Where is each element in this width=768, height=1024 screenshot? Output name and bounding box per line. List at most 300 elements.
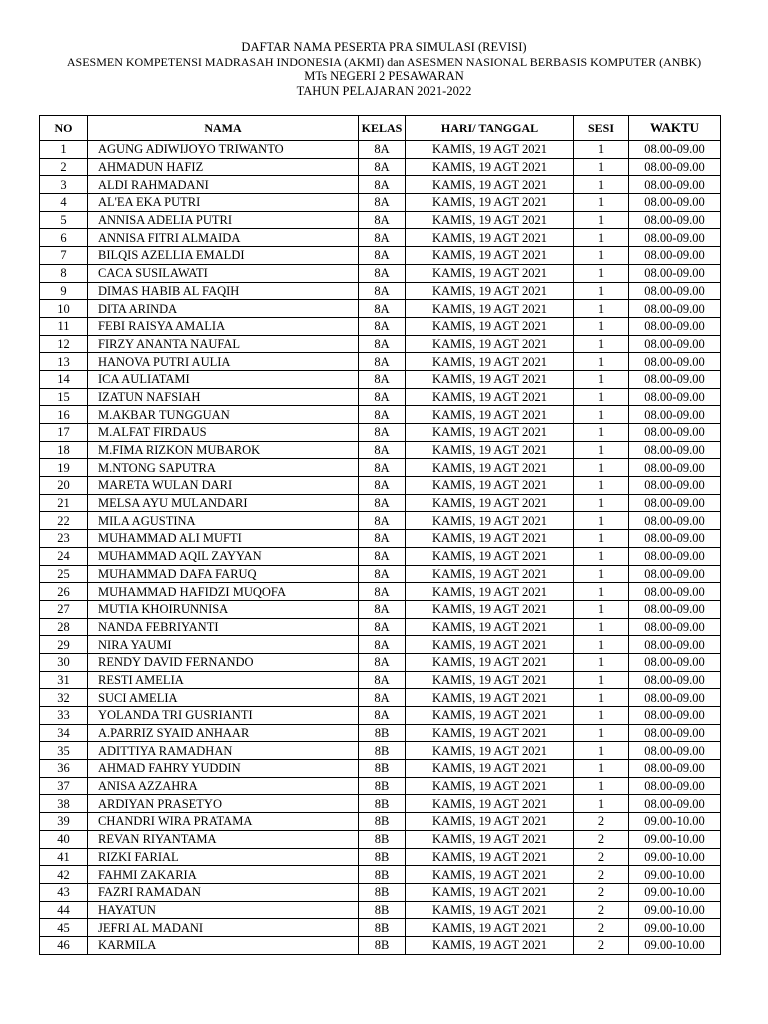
cell-waktu: 08.00-09.00 <box>629 547 721 565</box>
document-subtitle: ASESMEN KOMPETENSI MADRASAH INDONESIA (AKMI) dan ASESMEN NASIONAL BERBASIS KOMPUTER (ANBK) <box>66 54 702 69</box>
cell-hari-tanggal: KAMIS, 19 AGT 2021 <box>406 441 574 459</box>
table-row <box>40 158 721 176</box>
table-row <box>40 441 721 459</box>
cell-no: 22 <box>40 512 88 530</box>
cell-hari-tanggal: KAMIS, 19 AGT 2021 <box>406 282 574 300</box>
cell-no: 26 <box>40 583 88 601</box>
cell-hari-tanggal: KAMIS, 19 AGT 2021 <box>406 901 574 919</box>
cell-no: 30 <box>40 653 88 671</box>
cell-sesi: 2 <box>574 866 629 884</box>
cell-hari-tanggal: KAMIS, 19 AGT 2021 <box>406 795 574 813</box>
cell-no: 24 <box>40 547 88 565</box>
table-row <box>40 724 721 742</box>
table-row <box>40 141 721 159</box>
cell-nama: YOLANDA TRI GUSRIANTI <box>88 707 359 725</box>
cell-nama: ANISA AZZAHRA <box>88 777 359 795</box>
cell-hari-tanggal: KAMIS, 19 AGT 2021 <box>406 919 574 937</box>
cell-waktu: 09.00-10.00 <box>629 901 721 919</box>
cell-sesi: 1 <box>574 158 629 176</box>
cell-no: 13 <box>40 353 88 371</box>
cell-kelas: 8A <box>359 335 406 353</box>
cell-no: 42 <box>40 866 88 884</box>
cell-waktu: 08.00-09.00 <box>629 317 721 335</box>
cell-waktu: 09.00-10.00 <box>629 830 721 848</box>
cell-no: 9 <box>40 282 88 300</box>
cell-kelas: 8A <box>359 370 406 388</box>
table-row <box>40 211 721 229</box>
cell-nama: IZATUN NAFSIAH <box>88 388 359 406</box>
cell-no: 6 <box>40 229 88 247</box>
cell-nama: CACA SUSILAWATI <box>88 264 359 282</box>
cell-sesi: 1 <box>574 194 629 212</box>
cell-hari-tanggal: KAMIS, 19 AGT 2021 <box>406 883 574 901</box>
cell-sesi: 2 <box>574 936 629 954</box>
table-header-row <box>40 116 721 141</box>
cell-sesi: 1 <box>574 565 629 583</box>
cell-hari-tanggal: KAMIS, 19 AGT 2021 <box>406 247 574 265</box>
cell-no: 20 <box>40 477 88 495</box>
cell-hari-tanggal: KAMIS, 19 AGT 2021 <box>406 830 574 848</box>
cell-nama: HAYATUN <box>88 901 359 919</box>
table-row <box>40 406 721 424</box>
cell-sesi: 1 <box>574 370 629 388</box>
cell-nama: AL'EA EKA PUTRI <box>88 194 359 212</box>
cell-no: 4 <box>40 194 88 212</box>
cell-sesi: 2 <box>574 919 629 937</box>
cell-waktu: 08.00-09.00 <box>629 229 721 247</box>
cell-sesi: 1 <box>574 777 629 795</box>
table-row <box>40 671 721 689</box>
school-name: MTs NEGERI 2 PESAWARAN <box>304 69 464 83</box>
cell-hari-tanggal: KAMIS, 19 AGT 2021 <box>406 530 574 548</box>
cell-hari-tanggal: KAMIS, 19 AGT 2021 <box>406 565 574 583</box>
table-row <box>40 264 721 282</box>
cell-waktu: 08.00-09.00 <box>629 370 721 388</box>
cell-waktu: 08.00-09.00 <box>629 300 721 318</box>
cell-nama: MUHAMMAD HAFIDZI MUQOFA <box>88 583 359 601</box>
cell-sesi: 1 <box>574 477 629 495</box>
cell-hari-tanggal: KAMIS, 19 AGT 2021 <box>406 317 574 335</box>
cell-no: 19 <box>40 459 88 477</box>
cell-kelas: 8B <box>359 901 406 919</box>
table-row <box>40 689 721 707</box>
cell-sesi: 2 <box>574 901 629 919</box>
cell-waktu: 08.00-09.00 <box>629 424 721 442</box>
cell-nama: M.AKBAR TUNGGUAN <box>88 406 359 424</box>
table-row <box>40 176 721 194</box>
cell-sesi: 1 <box>574 742 629 760</box>
cell-kelas: 8A <box>359 565 406 583</box>
table-row <box>40 919 721 937</box>
cell-hari-tanggal: KAMIS, 19 AGT 2021 <box>406 229 574 247</box>
cell-no: 3 <box>40 176 88 194</box>
cell-hari-tanggal: KAMIS, 19 AGT 2021 <box>406 618 574 636</box>
cell-nama: ANNISA FITRI ALMAIDA <box>88 229 359 247</box>
cell-no: 39 <box>40 813 88 831</box>
cell-hari-tanggal: KAMIS, 19 AGT 2021 <box>406 760 574 778</box>
cell-kelas: 8A <box>359 141 406 159</box>
cell-waktu: 08.00-09.00 <box>629 583 721 601</box>
cell-no: 31 <box>40 671 88 689</box>
cell-nama: M.ALFAT FIRDAUS <box>88 424 359 442</box>
col-header-nama: NAMA <box>88 116 359 141</box>
cell-no: 10 <box>40 300 88 318</box>
cell-nama: MILA AGUSTINA <box>88 512 359 530</box>
cell-waktu: 08.00-09.00 <box>629 459 721 477</box>
cell-sesi: 2 <box>574 813 629 831</box>
cell-sesi: 1 <box>574 512 629 530</box>
cell-no: 7 <box>40 247 88 265</box>
cell-sesi: 1 <box>574 300 629 318</box>
table-row <box>40 547 721 565</box>
cell-kelas: 8A <box>359 264 406 282</box>
cell-sesi: 1 <box>574 618 629 636</box>
cell-kelas: 8B <box>359 813 406 831</box>
cell-kelas: 8A <box>359 424 406 442</box>
cell-hari-tanggal: KAMIS, 19 AGT 2021 <box>406 936 574 954</box>
cell-hari-tanggal: KAMIS, 19 AGT 2021 <box>406 158 574 176</box>
cell-kelas: 8A <box>359 636 406 654</box>
cell-waktu: 08.00-09.00 <box>629 512 721 530</box>
cell-hari-tanggal: KAMIS, 19 AGT 2021 <box>406 689 574 707</box>
cell-nama: AHMADUN HAFIZ <box>88 158 359 176</box>
cell-nama: RIZKI FARIAL <box>88 848 359 866</box>
cell-waktu: 09.00-10.00 <box>629 883 721 901</box>
table-row <box>40 653 721 671</box>
table-row <box>40 618 721 636</box>
cell-kelas: 8A <box>359 600 406 618</box>
table-row <box>40 335 721 353</box>
cell-no: 46 <box>40 936 88 954</box>
cell-waktu: 08.00-09.00 <box>629 494 721 512</box>
cell-nama: M.FIMA RIZKON MUBAROK <box>88 441 359 459</box>
cell-sesi: 2 <box>574 848 629 866</box>
cell-waktu: 08.00-09.00 <box>629 724 721 742</box>
cell-nama: NANDA FEBRIYANTI <box>88 618 359 636</box>
cell-hari-tanggal: KAMIS, 19 AGT 2021 <box>406 813 574 831</box>
cell-hari-tanggal: KAMIS, 19 AGT 2021 <box>406 211 574 229</box>
cell-nama: SUCI AMELIA <box>88 689 359 707</box>
cell-sesi: 1 <box>574 494 629 512</box>
cell-waktu: 08.00-09.00 <box>629 636 721 654</box>
cell-sesi: 1 <box>574 282 629 300</box>
table-row <box>40 194 721 212</box>
cell-sesi: 1 <box>574 760 629 778</box>
cell-sesi: 1 <box>574 636 629 654</box>
cell-no: 8 <box>40 264 88 282</box>
cell-sesi: 1 <box>574 229 629 247</box>
cell-kelas: 8A <box>359 247 406 265</box>
cell-no: 45 <box>40 919 88 937</box>
cell-kelas: 8B <box>359 724 406 742</box>
cell-nama: AHMAD FAHRY YUDDIN <box>88 760 359 778</box>
cell-nama: FEBI RAISYA AMALIA <box>88 317 359 335</box>
cell-sesi: 1 <box>574 689 629 707</box>
cell-no: 1 <box>40 141 88 159</box>
cell-no: 27 <box>40 600 88 618</box>
col-header-hari-tanggal: HARI/ TANGGAL <box>406 116 574 141</box>
table-row <box>40 813 721 831</box>
cell-kelas: 8A <box>359 441 406 459</box>
cell-nama: RESTI AMELIA <box>88 671 359 689</box>
cell-hari-tanggal: KAMIS, 19 AGT 2021 <box>406 370 574 388</box>
table-row <box>40 830 721 848</box>
cell-waktu: 08.00-09.00 <box>629 388 721 406</box>
academic-year: TAHUN PELAJARAN 2021-2022 <box>296 83 472 98</box>
cell-nama: KARMILA <box>88 936 359 954</box>
cell-kelas: 8A <box>359 282 406 300</box>
cell-waktu: 08.00-09.00 <box>629 176 721 194</box>
cell-nama: M.NTONG SAPUTRA <box>88 459 359 477</box>
cell-hari-tanggal: KAMIS, 19 AGT 2021 <box>406 742 574 760</box>
cell-waktu: 08.00-09.00 <box>629 653 721 671</box>
cell-hari-tanggal: KAMIS, 19 AGT 2021 <box>406 494 574 512</box>
cell-kelas: 8B <box>359 830 406 848</box>
cell-nama: AGUNG ADIWIJOYO TRIWANTO <box>88 141 359 159</box>
cell-nama: DITA ARINDA <box>88 300 359 318</box>
cell-kelas: 8B <box>359 936 406 954</box>
cell-sesi: 1 <box>574 353 629 371</box>
cell-kelas: 8A <box>359 477 406 495</box>
table-row <box>40 636 721 654</box>
cell-waktu: 08.00-09.00 <box>629 477 721 495</box>
cell-waktu: 08.00-09.00 <box>629 530 721 548</box>
cell-hari-tanggal: KAMIS, 19 AGT 2021 <box>406 724 574 742</box>
cell-kelas: 8B <box>359 742 406 760</box>
cell-nama: ICA AULIATAMI <box>88 370 359 388</box>
cell-no: 41 <box>40 848 88 866</box>
table-row <box>40 229 721 247</box>
cell-kelas: 8A <box>359 512 406 530</box>
table-row <box>40 583 721 601</box>
cell-sesi: 1 <box>574 441 629 459</box>
col-header-no: NO <box>40 116 88 141</box>
cell-waktu: 08.00-09.00 <box>629 353 721 371</box>
cell-kelas: 8A <box>359 689 406 707</box>
cell-kelas: 8A <box>359 211 406 229</box>
table-body <box>40 141 721 955</box>
cell-hari-tanggal: KAMIS, 19 AGT 2021 <box>406 600 574 618</box>
cell-no: 12 <box>40 335 88 353</box>
cell-waktu: 09.00-10.00 <box>629 848 721 866</box>
cell-sesi: 1 <box>574 724 629 742</box>
cell-hari-tanggal: KAMIS, 19 AGT 2021 <box>406 583 574 601</box>
cell-hari-tanggal: KAMIS, 19 AGT 2021 <box>406 388 574 406</box>
cell-kelas: 8A <box>359 707 406 725</box>
cell-waktu: 08.00-09.00 <box>629 441 721 459</box>
table-row <box>40 936 721 954</box>
cell-sesi: 1 <box>574 211 629 229</box>
cell-kelas: 8B <box>359 848 406 866</box>
cell-no: 29 <box>40 636 88 654</box>
cell-waktu: 08.00-09.00 <box>629 565 721 583</box>
cell-nama: REVAN RIYANTAMA <box>88 830 359 848</box>
cell-sesi: 1 <box>574 424 629 442</box>
cell-sesi: 1 <box>574 547 629 565</box>
cell-nama: FIRZY ANANTA NAUFAL <box>88 335 359 353</box>
cell-hari-tanggal: KAMIS, 19 AGT 2021 <box>406 671 574 689</box>
cell-waktu: 08.00-09.00 <box>629 264 721 282</box>
cell-hari-tanggal: KAMIS, 19 AGT 2021 <box>406 353 574 371</box>
cell-kelas: 8A <box>359 653 406 671</box>
cell-sesi: 1 <box>574 264 629 282</box>
cell-sesi: 1 <box>574 530 629 548</box>
cell-no: 36 <box>40 760 88 778</box>
cell-sesi: 1 <box>574 388 629 406</box>
cell-waktu: 08.00-09.00 <box>629 671 721 689</box>
table-row <box>40 424 721 442</box>
table-row <box>40 777 721 795</box>
cell-no: 28 <box>40 618 88 636</box>
cell-kelas: 8B <box>359 795 406 813</box>
cell-waktu: 08.00-09.00 <box>629 211 721 229</box>
cell-no: 23 <box>40 530 88 548</box>
col-header-waktu: WAKTU <box>629 116 721 141</box>
cell-sesi: 2 <box>574 830 629 848</box>
cell-kelas: 8A <box>359 300 406 318</box>
cell-no: 38 <box>40 795 88 813</box>
cell-hari-tanggal: KAMIS, 19 AGT 2021 <box>406 848 574 866</box>
cell-hari-tanggal: KAMIS, 19 AGT 2021 <box>406 141 574 159</box>
cell-no: 34 <box>40 724 88 742</box>
cell-waktu: 08.00-09.00 <box>629 689 721 707</box>
cell-kelas: 8A <box>359 317 406 335</box>
cell-no: 43 <box>40 883 88 901</box>
cell-nama: MUHAMMAD ALI MUFTI <box>88 530 359 548</box>
cell-kelas: 8A <box>359 194 406 212</box>
cell-waktu: 08.00-09.00 <box>629 158 721 176</box>
table-row <box>40 512 721 530</box>
cell-sesi: 1 <box>574 671 629 689</box>
cell-waktu: 08.00-09.00 <box>629 600 721 618</box>
cell-hari-tanggal: KAMIS, 19 AGT 2021 <box>406 777 574 795</box>
table-row <box>40 600 721 618</box>
cell-waktu: 09.00-10.00 <box>629 813 721 831</box>
cell-nama: ANNISA ADELIA PUTRI <box>88 211 359 229</box>
cell-no: 37 <box>40 777 88 795</box>
cell-nama: FAHMI ZAKARIA <box>88 866 359 884</box>
cell-hari-tanggal: KAMIS, 19 AGT 2021 <box>406 459 574 477</box>
cell-hari-tanggal: KAMIS, 19 AGT 2021 <box>406 300 574 318</box>
document-header <box>0 0 768 98</box>
cell-sesi: 2 <box>574 883 629 901</box>
cell-nama: BILQIS AZELLIA EMALDI <box>88 247 359 265</box>
cell-kelas: 8A <box>359 406 406 424</box>
table-row <box>40 565 721 583</box>
cell-kelas: 8A <box>359 388 406 406</box>
cell-nama: JEFRI AL MADANI <box>88 919 359 937</box>
cell-hari-tanggal: KAMIS, 19 AGT 2021 <box>406 866 574 884</box>
cell-hari-tanggal: KAMIS, 19 AGT 2021 <box>406 477 574 495</box>
cell-nama: MUHAMMAD AQIL ZAYYAN <box>88 547 359 565</box>
cell-hari-tanggal: KAMIS, 19 AGT 2021 <box>406 176 574 194</box>
table-row <box>40 530 721 548</box>
cell-kelas: 8A <box>359 353 406 371</box>
table-row <box>40 459 721 477</box>
cell-nama: ADITTIYA RAMADHAN <box>88 742 359 760</box>
cell-kelas: 8A <box>359 583 406 601</box>
cell-waktu: 08.00-09.00 <box>629 194 721 212</box>
cell-kelas: 8A <box>359 158 406 176</box>
cell-no: 2 <box>40 158 88 176</box>
cell-no: 5 <box>40 211 88 229</box>
cell-no: 44 <box>40 901 88 919</box>
cell-sesi: 1 <box>574 707 629 725</box>
cell-no: 16 <box>40 406 88 424</box>
cell-hari-tanggal: KAMIS, 19 AGT 2021 <box>406 424 574 442</box>
table-row <box>40 866 721 884</box>
cell-waktu: 08.00-09.00 <box>629 795 721 813</box>
cell-waktu: 08.00-09.00 <box>629 335 721 353</box>
cell-hari-tanggal: KAMIS, 19 AGT 2021 <box>406 636 574 654</box>
cell-hari-tanggal: KAMIS, 19 AGT 2021 <box>406 512 574 530</box>
cell-nama: MARETA WULAN DARI <box>88 477 359 495</box>
table-row <box>40 848 721 866</box>
cell-waktu: 08.00-09.00 <box>629 247 721 265</box>
cell-kelas: 8B <box>359 777 406 795</box>
cell-waktu: 09.00-10.00 <box>629 866 721 884</box>
cell-kelas: 8A <box>359 459 406 477</box>
cell-kelas: 8A <box>359 547 406 565</box>
cell-nama: DIMAS HABIB AL FAQIH <box>88 282 359 300</box>
cell-nama: ARDIYAN PRASETYO <box>88 795 359 813</box>
cell-waktu: 08.00-09.00 <box>629 707 721 725</box>
cell-no: 11 <box>40 317 88 335</box>
cell-sesi: 1 <box>574 583 629 601</box>
cell-kelas: 8A <box>359 671 406 689</box>
cell-waktu: 08.00-09.00 <box>629 742 721 760</box>
table-row <box>40 760 721 778</box>
table-row <box>40 494 721 512</box>
cell-no: 25 <box>40 565 88 583</box>
col-header-kelas: KELAS <box>359 116 406 141</box>
cell-nama: HANOVA PUTRI AULIA <box>88 353 359 371</box>
cell-kelas: 8A <box>359 530 406 548</box>
cell-hari-tanggal: KAMIS, 19 AGT 2021 <box>406 653 574 671</box>
cell-no: 21 <box>40 494 88 512</box>
cell-no: 40 <box>40 830 88 848</box>
cell-hari-tanggal: KAMIS, 19 AGT 2021 <box>406 707 574 725</box>
cell-sesi: 1 <box>574 141 629 159</box>
cell-no: 15 <box>40 388 88 406</box>
cell-nama: MUHAMMAD DAFA FARUQ <box>88 565 359 583</box>
cell-hari-tanggal: KAMIS, 19 AGT 2021 <box>406 547 574 565</box>
cell-nama: NIRA YAUMI <box>88 636 359 654</box>
cell-waktu: 08.00-09.00 <box>629 777 721 795</box>
table-row <box>40 477 721 495</box>
cell-waktu: 08.00-09.00 <box>629 760 721 778</box>
cell-nama: CHANDRI WIRA PRATAMA <box>88 813 359 831</box>
cell-kelas: 8A <box>359 494 406 512</box>
cell-waktu: 08.00-09.00 <box>629 406 721 424</box>
participant-table <box>39 115 721 955</box>
cell-sesi: 1 <box>574 600 629 618</box>
table-row <box>40 353 721 371</box>
cell-waktu: 08.00-09.00 <box>629 141 721 159</box>
cell-hari-tanggal: KAMIS, 19 AGT 2021 <box>406 335 574 353</box>
cell-nama: ALDI RAHMADANI <box>88 176 359 194</box>
cell-waktu: 09.00-10.00 <box>629 919 721 937</box>
cell-kelas: 8A <box>359 229 406 247</box>
cell-kelas: 8B <box>359 760 406 778</box>
cell-kelas: 8B <box>359 919 406 937</box>
table-row <box>40 388 721 406</box>
cell-waktu: 08.00-09.00 <box>629 282 721 300</box>
document-title: DAFTAR NAMA PESERTA PRA SIMULASI (REVISI) <box>241 40 527 54</box>
cell-sesi: 1 <box>574 795 629 813</box>
cell-no: 33 <box>40 707 88 725</box>
table-row <box>40 300 721 318</box>
